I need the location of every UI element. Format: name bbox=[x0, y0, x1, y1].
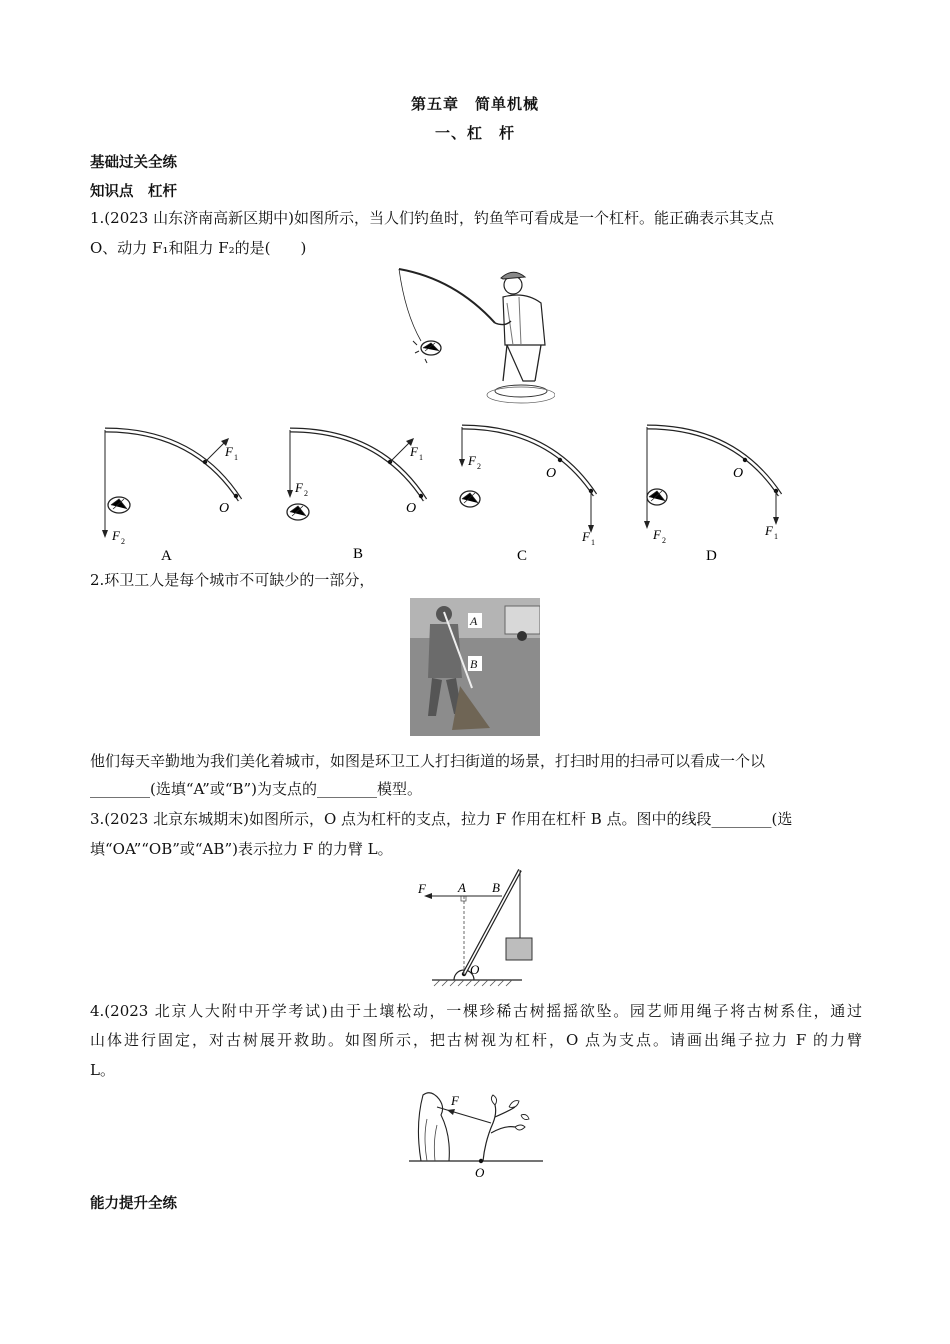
q1-option-b-label: B bbox=[353, 546, 364, 562]
q1-text-line1: 1.(2023 山东济南高新区期中)如图所示，当人们钓鱼时，钓鱼竿可看成是一个杠杆。能正确表示其支点 bbox=[90, 209, 774, 227]
q1-option-d-figure bbox=[635, 415, 805, 565]
q4-text-line3: L。 bbox=[90, 1061, 115, 1079]
q3-text-line1: 3.(2023 北京东城期末)如图所示，O 点为杠杆的支点，拉力 F 作用在杠杆 B 点。图中的线段________(选 bbox=[90, 810, 793, 828]
svg-text:1: 1 bbox=[591, 538, 595, 547]
svg-text:1: 1 bbox=[419, 453, 423, 462]
photo-label-a: A bbox=[470, 614, 478, 628]
street-sweeper-photo bbox=[410, 598, 540, 736]
q1d-f2-label: F bbox=[653, 527, 661, 542]
q1-text-line2: O、动力 F₁和阻力 F₂的是( ) bbox=[90, 239, 307, 257]
q1a-f1-label: F bbox=[225, 444, 233, 459]
q2-text-line1: 2.环卫工人是每个城市不可缺少的一部分， bbox=[90, 571, 375, 589]
q4-o-label: O bbox=[475, 1165, 485, 1180]
q4-text-line2: 山体进行固定，对古树展开救助。如图所示，把古树视为杠杆，O 点为支点。请画出绳子拉力 F 的力臂 bbox=[90, 1031, 862, 1049]
q4-text-line1: 4.(2023 北京人大附中开学考试)由于土壤松动，一棵珍稀古树摇摇欲坠。园艺师用绳子将古树系住，通过 bbox=[90, 1002, 862, 1020]
svg-text:2: 2 bbox=[477, 462, 481, 471]
q3-o-label: O bbox=[470, 962, 480, 977]
q1-option-c-label: C bbox=[517, 548, 528, 564]
svg-text:1: 1 bbox=[234, 453, 238, 462]
q2-text-line3: ________(选填“A”或“B”)为支点的________模型。 bbox=[90, 780, 423, 798]
q3-a-label: A bbox=[458, 880, 466, 895]
q1c-f1-label: F bbox=[582, 529, 590, 544]
svg-text:2: 2 bbox=[304, 489, 308, 498]
svg-text:1: 1 bbox=[774, 532, 778, 541]
q4-f-label: F bbox=[451, 1093, 459, 1108]
q1c-f2-label: F bbox=[468, 453, 476, 468]
q1a-o-label: O bbox=[219, 501, 230, 516]
q1b-o-label: O bbox=[406, 501, 417, 516]
q1d-f1-label: F bbox=[765, 523, 773, 538]
q1a-f2-label: F bbox=[112, 528, 120, 543]
section-title: 一、杠 杆 bbox=[434, 124, 515, 142]
q1d-o-label: O bbox=[733, 466, 744, 481]
basic-practice-heading: 基础过关全练 bbox=[90, 155, 177, 171]
q3-text-line2: 填“OA”“OB”或“AB”)表示拉力 F 的力臂 L。 bbox=[90, 840, 393, 858]
q1-option-c-figure bbox=[450, 415, 620, 565]
q1b-f1-label: F bbox=[410, 444, 418, 459]
q1-option-b-figure bbox=[270, 420, 440, 565]
q3-b-label: B bbox=[492, 880, 500, 895]
q3-lever-diagram bbox=[410, 860, 545, 988]
svg-text:2: 2 bbox=[662, 536, 666, 545]
q1-option-d-label: D bbox=[706, 548, 717, 564]
photo-label-b: B bbox=[470, 657, 478, 671]
q1c-o-label: O bbox=[546, 466, 557, 481]
chapter-title: 第五章 简单机械 bbox=[410, 95, 539, 113]
knowledge-point-heading: 知识点 杠杆 bbox=[90, 184, 177, 200]
advanced-practice-heading: 能力提升全练 bbox=[90, 1196, 177, 1212]
fisherman-illustration bbox=[395, 263, 555, 413]
q3-f-label: F bbox=[418, 881, 426, 896]
q1-option-a-label: A bbox=[161, 548, 172, 564]
svg-text:2: 2 bbox=[121, 537, 125, 546]
q1-option-a-figure bbox=[85, 420, 255, 565]
q4-tree-diagram bbox=[405, 1085, 545, 1180]
q2-text-line2: 他们每天辛勤地为我们美化着城市，如图是环卫工人打扫街道的场景，打扫时用的扫帚可以看成一个以 bbox=[90, 752, 766, 770]
q1b-f2-label: F bbox=[295, 480, 303, 495]
